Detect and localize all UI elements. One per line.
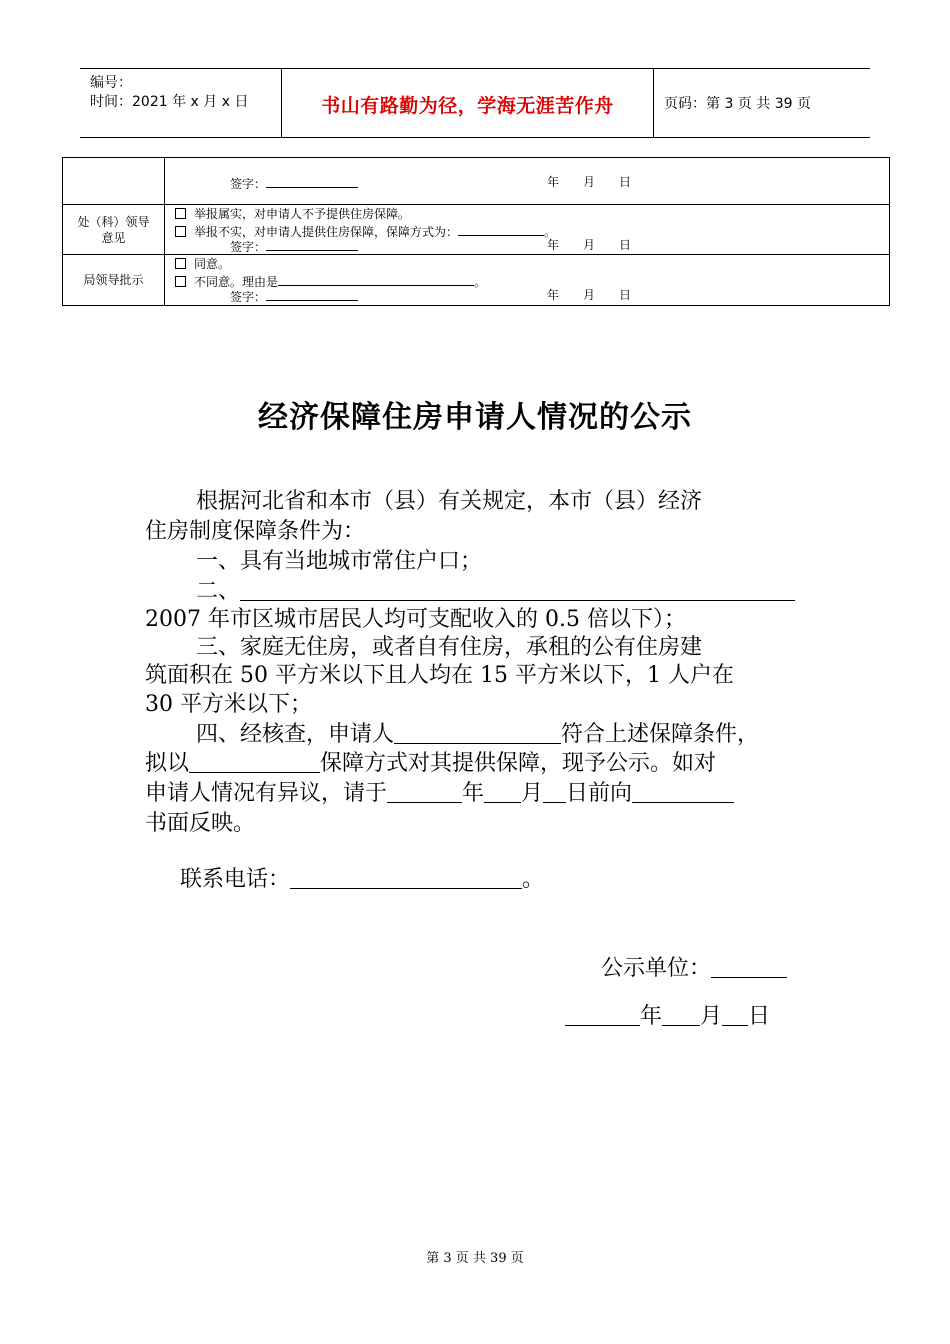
signature-label: 签字：	[230, 290, 267, 304]
year-blank	[387, 780, 462, 803]
reason-blank	[278, 273, 474, 286]
checkbox[interactable]	[175, 276, 186, 287]
table-row	[63, 205, 889, 255]
month-blank	[662, 1003, 700, 1026]
time-line: 时间：2021 年 x 月 x 日	[90, 94, 249, 110]
header-motto-cell	[282, 69, 654, 137]
number-label: 编号：	[90, 75, 132, 91]
row-label-bureau-instruction: 局领导批示	[63, 255, 165, 305]
date-text: 年 月 日	[547, 238, 632, 252]
intro-line: 住房制度保障条件为：	[145, 519, 366, 544]
option-agree: 同意。	[175, 257, 230, 271]
signature-line	[230, 238, 358, 254]
applicant-blank	[394, 721, 561, 744]
signature-label: 签字：	[230, 177, 267, 191]
unit-blank	[711, 955, 787, 978]
date-text: 年 月 日	[547, 288, 632, 302]
signature-blank	[266, 175, 358, 188]
guarantee-method-blank	[458, 223, 544, 236]
date-text: 年 月 日	[547, 175, 632, 189]
condition-item-4-cont: 拟以 保障方式对其提供保障，现予公示。如对	[145, 751, 717, 776]
checkbox[interactable]	[175, 226, 186, 237]
day-blank	[722, 1003, 748, 1026]
signature-blank	[266, 238, 358, 251]
motto: 书山有路勤为径，学海无涯苦作舟	[321, 95, 614, 117]
notice-title: 经济保障住房申请人情况的公示	[258, 400, 692, 435]
day-blank	[543, 780, 566, 803]
condition-item-3: 三、家庭无住房，或者自有住房，承租的公有住房建	[196, 635, 703, 660]
row-label-dept-opinion: 处（科）领导意见	[63, 205, 165, 254]
month-blank	[484, 780, 521, 803]
checkbox[interactable]	[175, 258, 186, 269]
recipient-blank	[632, 780, 734, 803]
signature-line	[230, 288, 358, 304]
condition-item-3-cont: 30 平方米以下；	[145, 692, 312, 717]
page-info: 页码：第 3 页 共 39 页	[664, 96, 811, 112]
publishing-unit: 公示单位：	[601, 955, 787, 983]
option-report-true: 举报属实，对申请人不予提供住房保障。	[175, 207, 410, 221]
method-blank	[189, 750, 320, 773]
phone-blank	[290, 866, 522, 889]
year-blank	[565, 1003, 640, 1026]
condition-item-3-cont: 筑面积在 50 平方米以下且人均在 15 平方米以下，1 人户在	[145, 663, 734, 688]
condition-item-1: 一、具有当地城市常住户口；	[196, 549, 483, 574]
contact-phone: 联系电话： 。	[180, 867, 545, 892]
table-row	[63, 158, 889, 205]
option-disagree: 不同意。理由是 。	[175, 273, 486, 289]
header-meta	[80, 69, 282, 137]
condition-item-2-cont: 2007 年市区城市居民人均可支配收入的 0.5 倍以下）；	[145, 607, 686, 632]
intro-line: 根据河北省和本市（县）有关规定，本市（县）经济	[196, 489, 703, 514]
income-blank	[240, 578, 795, 601]
approval-table	[62, 157, 890, 306]
condition-item-4: 四、经核查，申请人 符合上述保障条件，	[196, 722, 760, 747]
page-footer: 第 3 页 共 39 页	[426, 1251, 524, 1266]
notice-date: 年 月 日	[565, 1003, 770, 1031]
row-label-empty	[63, 158, 165, 204]
condition-item-4-cont: 申请人情况有异议，请于 年 月 日前向	[145, 780, 734, 808]
signature-blank	[266, 288, 358, 301]
condition-item-4-cont: 书面反映。	[145, 811, 256, 836]
option-report-false: 举报不实，对申请人提供住房保障，保障方式为： 。	[175, 223, 556, 239]
table-row	[63, 255, 889, 305]
signature-label: 签字：	[230, 240, 267, 254]
checkbox[interactable]	[175, 208, 186, 219]
document-header	[80, 68, 870, 138]
condition-item-2: 二、	[196, 578, 795, 606]
signature-line	[230, 175, 358, 191]
